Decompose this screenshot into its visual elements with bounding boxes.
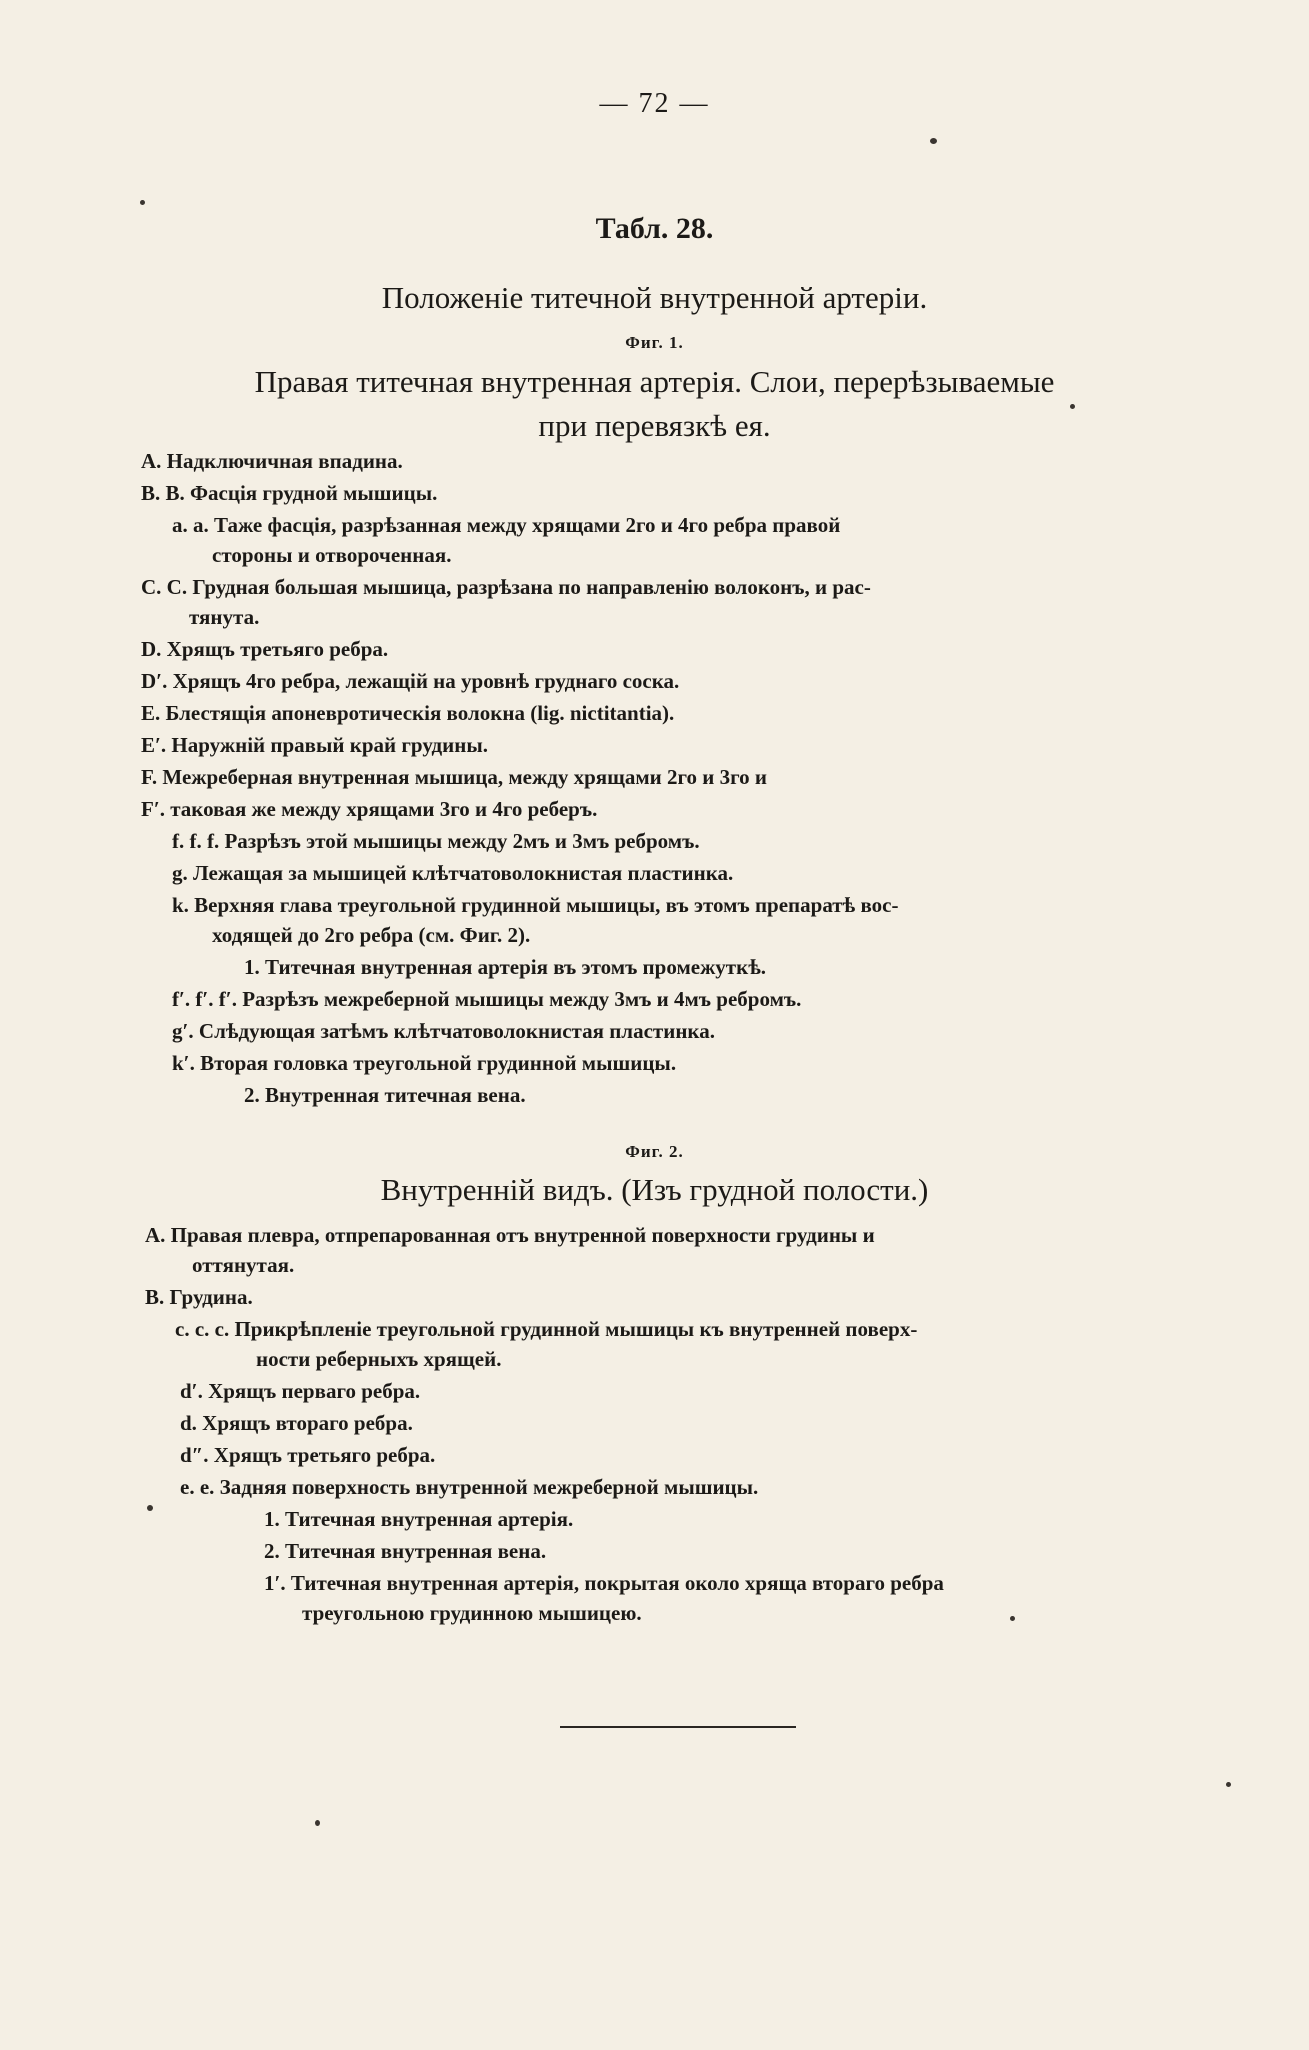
fig2-item: d″. Хрящъ третьяго ребра. — [180, 1443, 436, 1467]
fig2-item: A. Правая плевра, отпрепарованная отъ внутренной поверхности грудины и — [145, 1223, 875, 1247]
subtitle: Положеніе титечной внутренной артеріи. — [381, 280, 928, 315]
fig1-item: g′. Слѣдующая затѣмъ клѣтчатоволокнистая пластинка. — [172, 1019, 715, 1043]
paper-speck — [140, 200, 145, 205]
fig2-item-cont: ности реберныхъ хрящей. — [256, 1347, 502, 1371]
table-title: Табл. 28. — [595, 212, 714, 245]
fig1-item: A. Надключичная впадина. — [141, 449, 403, 473]
fig1-item: f′. f′. f′. Разрѣзъ межреберной мышицы между 3мъ и 4мъ ребромъ. — [172, 987, 802, 1011]
fig1-item: k. Верхняя глава треугольной грудинной мышицы, въ этомъ препаратѣ вос- — [172, 893, 899, 917]
fig1-item: 2. Внутренная титечная вена. — [244, 1083, 526, 1107]
paper-speck — [315, 1820, 320, 1826]
fig1-item: k′. Вторая головка треугольной грудинной мышицы. — [172, 1051, 677, 1075]
paper-speck — [1070, 404, 1075, 409]
fig2-item: 2. Титечная внутренная вена. — [264, 1539, 547, 1563]
fig1-item: f. f. f. Разрѣзъ этой мышицы между 2мъ и 3мъ ребромъ. — [172, 829, 700, 853]
fig2-caption: Внутренній видъ. (Изъ грудной полости.) — [380, 1172, 929, 1207]
fig1-label: Фиг. 1. — [625, 333, 684, 352]
paper-speck — [1010, 1616, 1015, 1621]
fig2-item: 1′. Титечная внутренная артерія, покрытая около хряща втораго ребра — [264, 1571, 944, 1595]
fig1-item-cont: тянута. — [189, 605, 260, 629]
fig1-item: E. Блестящія апоневротическія волокна (lig. nictitantia). — [141, 701, 675, 725]
fig1-item: C. C. Грудная большая мышица, разрѣзана по направленію волоконъ, и рас- — [141, 575, 871, 599]
fig1-item: g. Лежащая за мышицей клѣтчатоволокнистая пластинка. — [172, 861, 734, 885]
closing-rule — [560, 1726, 796, 1728]
fig1-item: E′. Наружній правый край грудины. — [141, 733, 488, 757]
fig1-item: F′. таковая же между хрящами 3го и 4го реберъ. — [141, 797, 598, 821]
fig1-item: F. Межреберная внутренная мышица, между хрящами 2го и 3го и — [141, 765, 768, 789]
fig2-item: 1. Титечная внутренная артерія. — [264, 1507, 574, 1531]
fig2-item: d′. Хрящъ перваго ребра. — [180, 1379, 421, 1403]
fig1-caption-line2: при перевязкѣ ея. — [538, 408, 771, 443]
fig1-caption-line1: Правая титечная внутренная артерія. Слои, перерѣзываемые — [254, 364, 1055, 399]
fig1-item: D. Хрящъ третьяго ребра. — [141, 637, 389, 661]
fig1-item: B. B. Фасція грудной мышицы. — [141, 481, 438, 505]
page-number: — 72 — — [599, 88, 710, 119]
fig1-item-cont: ходящей до 2го ребра (см. Фиг. 2). — [212, 923, 531, 947]
fig2-item-cont: оттянутая. — [192, 1253, 295, 1277]
fig2-item: e. e. Задняя поверхность внутренной межреберной мышицы. — [180, 1475, 759, 1499]
fig1-item: 1. Титечная внутренная артерія въ этомъ промежуткѣ. — [244, 955, 767, 979]
paper-speck — [147, 1505, 153, 1511]
fig2-item: B. Грудина. — [145, 1285, 253, 1309]
fig2-item: c. c. c. Прикрѣпленіе треугольной грудинной мышицы къ внутренней поверх- — [175, 1317, 918, 1341]
fig1-item: D′. Хрящъ 4го ребра, лежащій на уровнѣ груднаго соска. — [141, 669, 680, 693]
fig1-item: a. a. Таже фасція, разрѣзанная между хрящами 2го и 4го ребра правой — [172, 513, 841, 537]
paper-speck — [1226, 1782, 1231, 1787]
fig2-item: d. Хрящъ втораго ребра. — [180, 1411, 413, 1435]
fig2-label: Фиг. 2. — [625, 1142, 684, 1161]
fig2-item-cont: треугольною грудинною мышицею. — [302, 1601, 642, 1625]
paper-speck — [930, 138, 937, 144]
fig1-item-cont: стороны и отвороченная. — [212, 543, 452, 567]
